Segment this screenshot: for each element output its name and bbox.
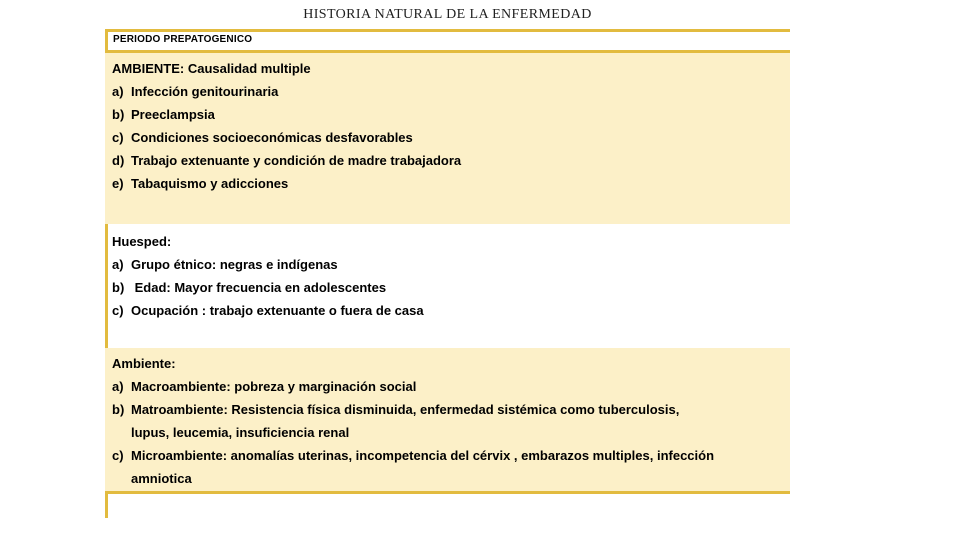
panel-ambiente xyxy=(105,348,790,494)
section-label: PERIODO PREPATOGENICO xyxy=(113,34,253,45)
slide-title: HISTORIA NATURAL DE LA ENFERMEDAD xyxy=(303,7,592,22)
item-marker: b) xyxy=(112,402,125,417)
panel-ambiente-causalidad xyxy=(105,53,790,224)
item-text: Microambiente: anomalías uterinas, incompetencia del cérvix , embarazos multiples, infección amniotica xyxy=(131,448,718,486)
list-item xyxy=(111,299,778,322)
list-item xyxy=(111,444,778,490)
item-marker: c) xyxy=(112,448,124,463)
list-item xyxy=(111,398,778,444)
item-marker: d) xyxy=(112,153,125,168)
item-text: Macroambiente: pobreza y marginación social xyxy=(131,379,417,394)
panel-header: Huesped: xyxy=(112,234,172,249)
item-text: Tabaquismo y adicciones xyxy=(131,176,289,191)
list-item xyxy=(111,276,778,299)
item-text: Edad: Mayor frecuencia en adolescentes xyxy=(131,280,387,295)
item-marker: a) xyxy=(112,257,124,272)
panel-header: Ambiente: xyxy=(112,356,176,371)
item-marker: a) xyxy=(112,84,124,99)
list-item xyxy=(111,126,778,149)
item-text: Matroambiente: Resistencia física disminuida, enfermedad sistémica como tuberculosis, lupus, leucemia, insuficiencia renal xyxy=(131,402,683,440)
item-text: Infección genitourinaria xyxy=(131,84,279,99)
item-marker: c) xyxy=(112,130,124,145)
item-marker: e) xyxy=(112,176,124,191)
item-text: Grupo étnico: negras e indígenas xyxy=(131,257,338,272)
panel-huesped xyxy=(105,226,790,324)
list-item xyxy=(111,172,778,195)
divider-top xyxy=(105,29,790,32)
item-text: Ocupación : trabajo extenuante o fuera de casa xyxy=(131,303,424,318)
list-item xyxy=(111,103,778,126)
item-text: Trabajo extenuante y condición de madre trabajadora xyxy=(131,153,462,168)
item-text: Condiciones socioeconómicas desfavorables xyxy=(131,130,413,145)
item-marker: c) xyxy=(112,303,124,318)
list-item xyxy=(111,80,778,103)
list-item xyxy=(111,375,778,398)
item-marker: b) xyxy=(112,280,125,295)
item-marker: a) xyxy=(112,379,124,394)
item-text: Preeclampsia xyxy=(131,107,215,122)
item-marker: b) xyxy=(112,107,125,122)
list-item xyxy=(111,149,778,172)
list-item xyxy=(111,253,778,276)
panel-header: AMBIENTE: Causalidad multiple xyxy=(112,61,311,76)
